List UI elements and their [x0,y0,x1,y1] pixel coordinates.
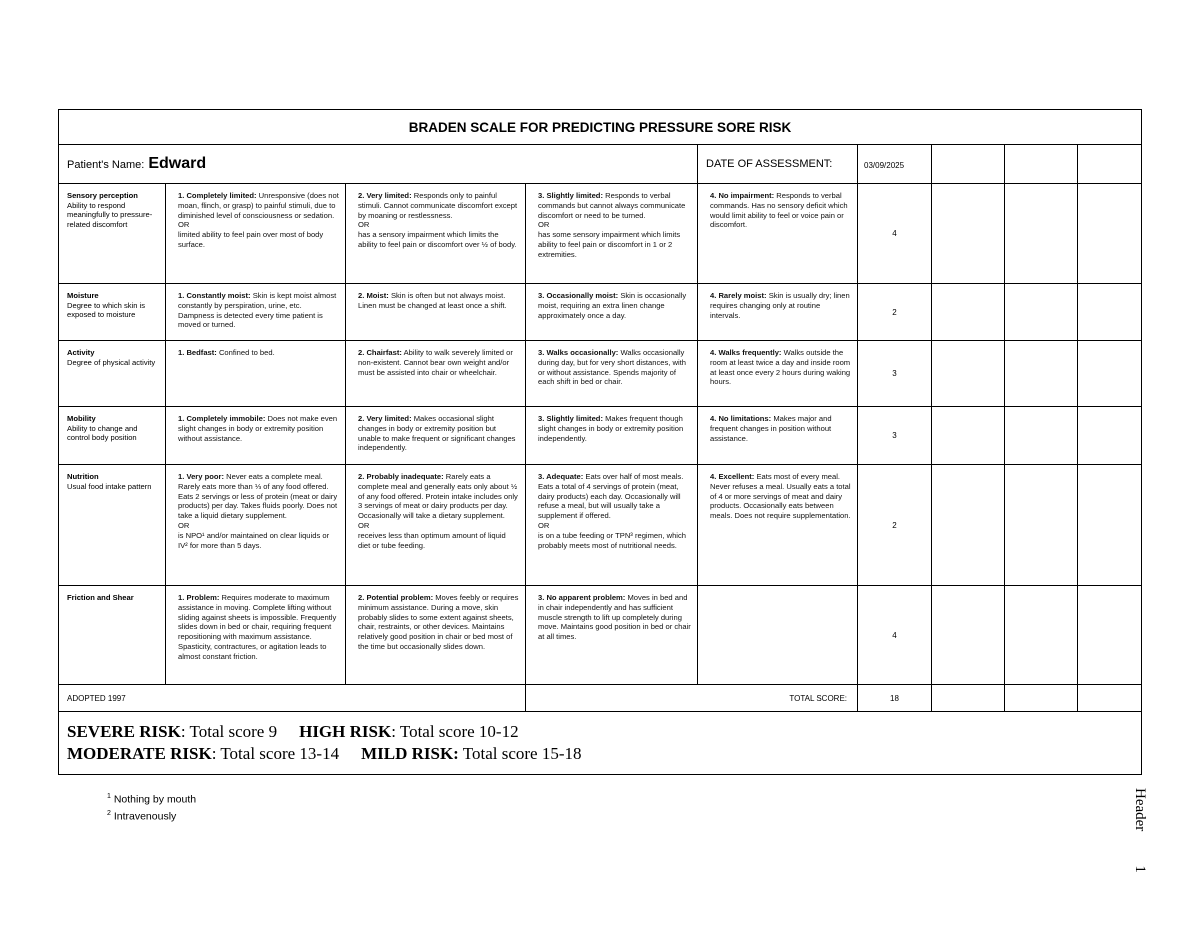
score-cell[interactable]: 4 [858,586,932,685]
option-cell [346,341,526,407]
option-cell [166,586,346,685]
footnote-1 [107,790,196,807]
high-risk-text: : Total score 10-12 [391,722,519,741]
option-text: Confined to bed. [218,348,275,357]
option-label: 3. Walks occasionally: [538,348,619,357]
empty-score-cell[interactable] [1005,184,1078,284]
option-cell [526,465,698,586]
extra-date-column [1078,145,1142,184]
option-text: Skin is usually dry; linen requires changing only at routine intervals. [710,291,850,320]
activity-row [59,341,1142,407]
empty-total-cell[interactable] [1005,685,1078,712]
criterion-cell [59,465,166,586]
empty-score-cell[interactable] [932,465,1005,586]
footnote-mark: 2 [107,809,111,817]
option-label: 2. Very limited: [358,414,412,423]
option-label: 3. Slightly limited: [538,191,603,200]
page-number: 1 [1132,865,1148,873]
option-text: Moves in bed and in chair independently and has sufficient muscle strength to lift up completely during move. Maintains good position in bed or chair at all times. [538,593,691,642]
option-alt: has some sensory impairment which limits ability to feel pain or discomfort in 1 or 2 extremities. [538,230,681,259]
option-label: 3. Occasionally moist: [538,291,619,300]
option-cell [166,407,346,465]
empty-score-cell[interactable] [932,407,1005,465]
option-or: OR [178,520,190,530]
option-text: Makes frequent though slight changes in body or extremity position independently. [538,414,684,443]
criterion-title: Nutrition [67,472,99,481]
option-label: 4. No impairment: [710,191,775,200]
high-risk-label: HIGH RISK [299,722,392,741]
rotated-page-header [1131,788,1148,873]
option-cell [526,184,698,284]
empty-score-cell[interactable] [1078,465,1142,586]
option-label: 3. No apparent problem: [538,593,626,602]
option-or: OR [178,220,190,230]
option-alt: is on a tube feeding or TPN³ regimen, which probably meets most of nutritional needs. [538,530,687,550]
option-label: 1. Very poor: [178,472,224,481]
option-text: Makes major and frequent changes in position without assistance. [710,414,832,443]
option-cell [698,184,858,284]
criterion-desc: Ability to change and control body position [67,423,138,443]
criterion-desc: Ability to respond meaningfully to pressure-related discomfort [67,200,153,229]
option-cell [526,341,698,407]
option-cell-empty [698,586,858,685]
date-value: 03/09/2025 [858,145,932,184]
empty-score-cell[interactable] [932,184,1005,284]
empty-score-cell[interactable] [1005,465,1078,586]
criterion-title: Sensory perception [67,191,138,200]
patient-name-label: Patient's Name: [67,159,145,171]
mild-risk-text: Total score 15-18 [458,744,582,763]
score-cell[interactable]: 3 [858,341,932,407]
total-row [59,685,1142,712]
date-label: DATE OF ASSESSMENT: [698,145,858,184]
option-text: Skin is occasionally moist, requiring an extra linen change approximately once a day. [538,291,687,320]
option-label: 1. Problem: [178,593,220,602]
mobility-row [59,407,1142,465]
option-text: Responds to verbal commands but cannot always communicate discomfort or need to be turned. [538,191,686,220]
empty-score-cell[interactable] [1005,341,1078,407]
criterion-cell [59,184,166,284]
option-text: Rarely eats a complete meal and generally eats only about ½ of any food offered. Protein intake includes only 3 servings of meat or dairy products per day. Occasionally will take a dietary supplement. [358,472,518,521]
option-or: OR [538,220,550,230]
sensory-perception-row [59,184,1142,284]
moderate-risk-label: MODERATE RISK [67,744,212,763]
criterion-cell [59,407,166,465]
option-cell [698,284,858,341]
criterion-title: Moisture [67,291,99,300]
empty-score-cell[interactable] [1078,407,1142,465]
footnote-2 [107,807,196,824]
score-cell[interactable]: 2 [858,465,932,586]
footnote-mark: 1 [107,793,111,800]
adopted-label: ADOPTED 1997 [59,685,526,712]
empty-score-cell[interactable] [932,284,1005,341]
score-cell[interactable]: 2 [858,284,932,341]
option-text: Makes occasional slight changes in body or extremity position but unable to make frequent or significant changes independently. [358,414,516,453]
braden-scale-table [58,109,1142,775]
option-text: Requires moderate to maximum assistance in moving. Complete lifting without sliding against sheets is impossible. Frequently slides down in bed or chair, requiring frequent repositioning with maximum assistance. Spasticity, contractures, or agitation leads to almost constant friction. [178,593,337,661]
footnote-text: Nothing by mouth [110,793,197,806]
option-text: Responds only to painful stimuli. Cannot communicate discomfort except by moaning or restlessness. [358,191,518,220]
option-text: Eats over half of most meals. Eats a total of 4 servings of protein (meat, dairy products) each day. Occasionally will refuse a meal, but will usually take a supplement if offered. [538,472,684,521]
footnote-text: Intravenously [110,810,177,822]
option-label: 4. No limitations: [710,414,772,423]
option-label: 4. Rarely moist: [710,291,767,300]
total-score-value[interactable]: 18 [858,685,932,712]
moisture-row [59,284,1142,341]
option-text: Skin is often but not always moist. Linen must be changed at least once a shift. [358,291,507,310]
patient-name-cell [59,145,698,184]
criterion-title: Activity [67,348,95,357]
form-title: BRADEN SCALE FOR PREDICTING PRESSURE SORE RISK [59,110,1142,145]
option-label: 3. Slightly limited: [538,414,603,423]
option-cell [346,586,526,685]
criterion-cell [59,341,166,407]
score-cell[interactable]: 4 [858,184,932,284]
option-cell [166,184,346,284]
option-label: 2. Probably inadequate: [358,472,444,481]
option-label: 1. Bedfast: [178,348,217,357]
nutrition-row [59,465,1142,586]
extra-date-column [932,145,1005,184]
option-label: 4. Walks frequently: [710,348,782,357]
option-cell [346,284,526,341]
option-text: Ability to walk severely limited or non-existent. Cannot bear own weight and/or must be assisted into chair or wheelchair. [358,348,513,377]
option-cell [698,465,858,586]
option-label: 2. Moist: [358,291,389,300]
option-label: 4. Excellent: [710,472,755,481]
risk-legend [59,712,1142,775]
option-text: Unresponsive (does not moan, flinch, or grasp) to painful stimuli, due to diminished level of consciousness or sedation. [178,191,339,220]
criterion-desc: Usual food intake pattern [67,481,152,491]
option-label: 2. Chairfast: [358,348,402,357]
criterion-title: Mobility [67,414,96,423]
empty-total-cell[interactable] [932,685,1005,712]
option-cell [526,284,698,341]
criterion-desc: Degree to which skin is exposed to moisture [67,300,146,320]
option-cell [346,184,526,284]
empty-score-cell[interactable] [1005,284,1078,341]
option-or: OR [358,220,370,230]
header-text: Header [1132,788,1148,832]
option-alt: is NPO¹ and/or maintained on clear liquids or IV² for more than 5 days. [178,530,330,550]
option-cell [166,341,346,407]
mild-risk-label: MILD RISK: [361,744,459,763]
option-cell [166,284,346,341]
total-score-label: TOTAL SCORE: [526,685,858,712]
option-label: 1. Constantly moist: [178,291,251,300]
empty-score-cell[interactable] [1005,407,1078,465]
criterion-cell [59,284,166,341]
severe-risk-text: : Total score 9 [180,722,278,741]
option-or: OR [538,520,550,530]
empty-score-cell[interactable] [1078,341,1142,407]
option-or: OR [358,520,370,530]
empty-total-cell[interactable] [1078,685,1142,712]
criterion-desc: Degree of physical activity [67,357,156,367]
patient-name-value: Edward [148,155,207,172]
option-cell [346,407,526,465]
option-cell [698,407,858,465]
option-label: 2. Very limited: [358,191,412,200]
option-alt: limited ability to feel pain over most of body surface. [178,230,324,249]
empty-score-cell[interactable] [1078,184,1142,284]
footnotes [107,790,196,823]
option-text: Eats most of every meal. Never refuses a meal. Usually eats a total of 4 or more servings of meat and dairy products. Occasionally eats between meals. Does not require supplementation. [710,472,851,521]
option-label: 2. Potential problem: [358,593,434,602]
criterion-cell [59,586,166,685]
option-alt: has a sensory impairment which limits the ability to feel pain or discomfort over ½ of body. [358,230,517,249]
option-text: Walks occasionally during day, but for very short distances, with or without assistance. Spends majority of each shift in bed or chair. [538,348,687,387]
option-label: 1. Completely immobile: [178,414,266,423]
friction-shear-row [59,586,1142,685]
option-label: 1. Completely limited: [178,191,257,200]
empty-score-cell[interactable] [1078,284,1142,341]
option-cell [698,341,858,407]
option-text: Walks outside the room at least twice a day and inside room at least once every 2 hours during waking hours. [710,348,851,387]
option-text: Responds to verbal commands. Has no sensory deficit which would limit ability to feel or voice pain or discomfort. [710,191,848,230]
empty-score-cell[interactable] [932,341,1005,407]
option-text: Does not make even slight changes in body or extremity position without assistance. [178,414,338,443]
option-cell [166,465,346,586]
option-alt: receives less than optimum amount of liquid diet or tube feeding. [358,530,506,550]
option-cell [346,465,526,586]
option-cell [526,407,698,465]
empty-score-cell[interactable] [932,586,1005,685]
score-cell[interactable]: 3 [858,407,932,465]
criterion-title: Friction and Shear [67,593,134,602]
moderate-risk-text: : Total score 13-14 [211,744,340,763]
option-text: Moves feebly or requires minimum assistance. During a move, skin probably slides to some extent against sheets, chair, restraints, or other devices. Maintains relatively good position in chair or bed most of the time but occasionally slides down. [358,593,519,651]
option-text: Never eats a complete meal. Rarely eats more than ⅓ of any food offered. Eats 2 servings or less of protein (meat or dairy products) per day. Takes fluids poorly. Does not take a liquid dietary supplement. [178,472,338,521]
severe-risk-label: SEVERE RISK [67,722,181,741]
option-cell [526,586,698,685]
extra-date-column [1005,145,1078,184]
empty-score-cell[interactable] [1078,586,1142,685]
option-label: 3. Adequate: [538,472,584,481]
option-text: Skin is kept moist almost constantly by perspiration, urine, etc. Dampness is detected every time patient is moved or turned. [178,291,337,330]
empty-score-cell[interactable] [1005,586,1078,685]
